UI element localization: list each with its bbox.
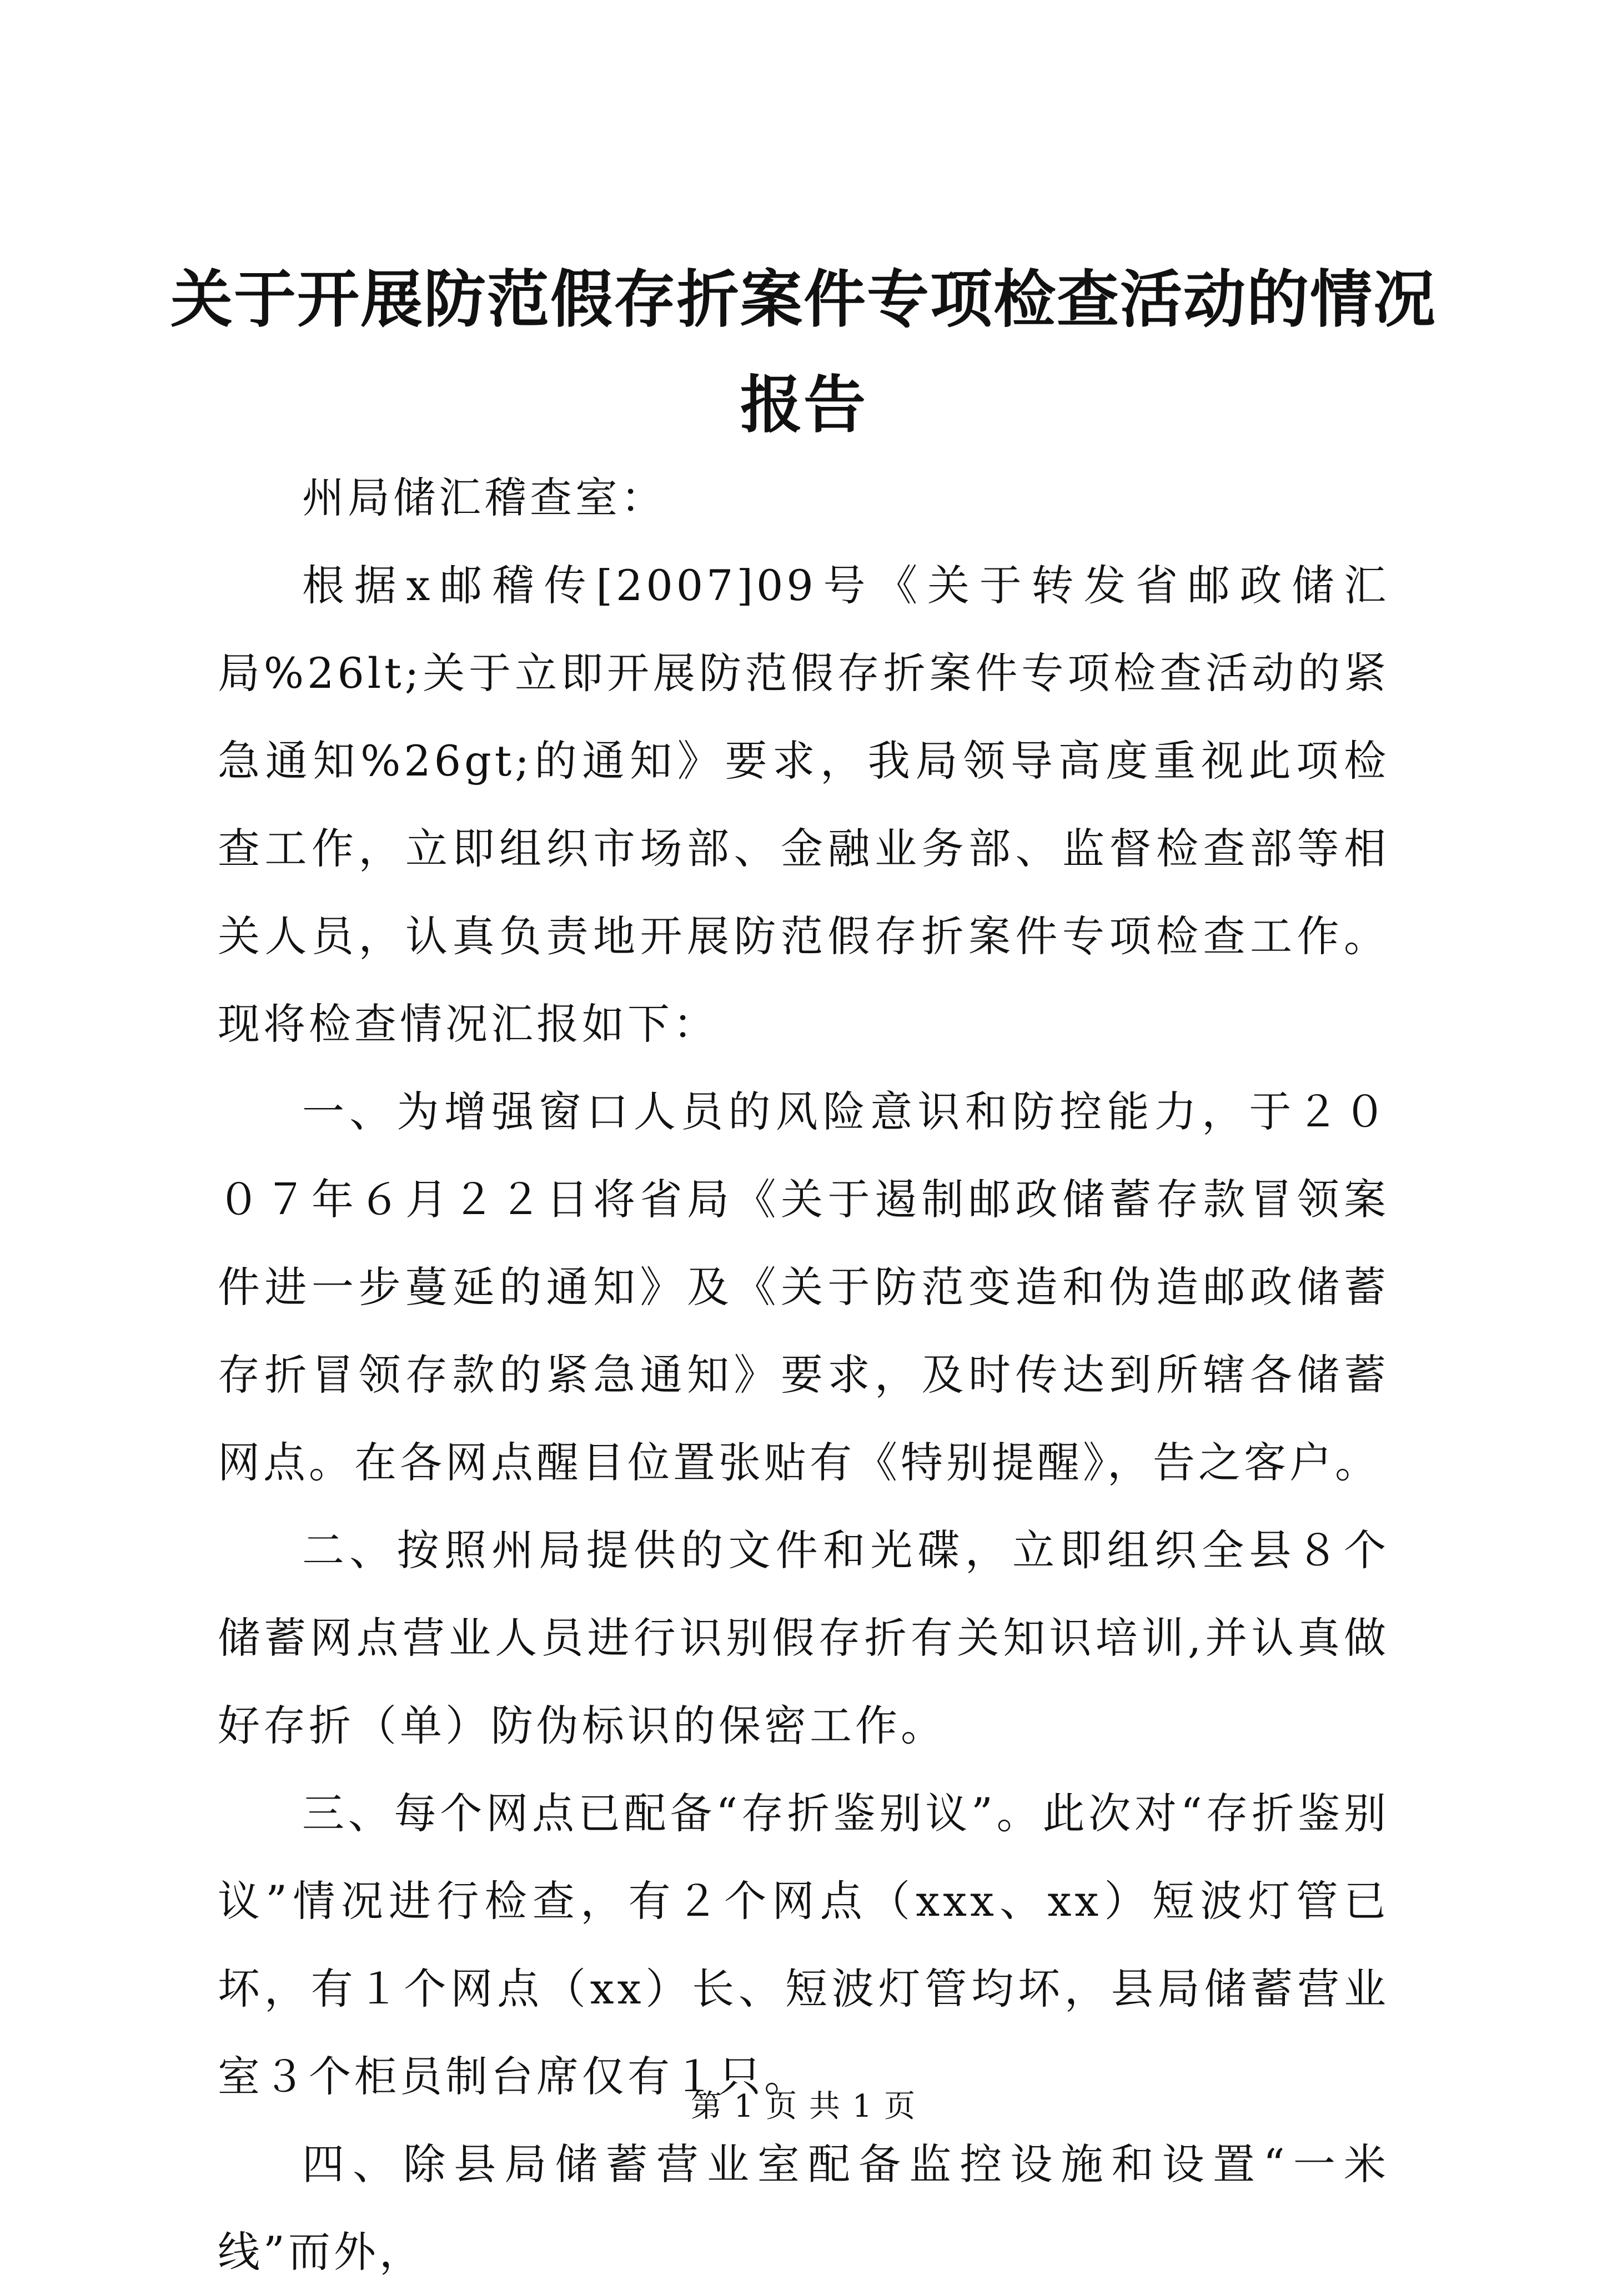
title-line-1: 关于开展防范假存折案件专项检查活动的情况 (170, 263, 1437, 336)
paragraph-item-2: 二、按照州局提供的文件和光碟，立即组织全县８个储蓄网点营业人员进行识别假存折有关知识培训,并认真做好存折（单）防伪标识的保密工作。 (218, 1525, 1389, 1750)
paragraph-item-3: 三、每个网点已配备“存折鉴别议”。此次对“存折鉴别议”情况进行检查，有２个网点（xxx、xx）短波灯管已坏，有１个网点（xx）长、短波灯管均坏，县局储蓄营业室３个柜员制台席仅有１只。 (218, 1789, 1389, 2101)
title-line-2: 报告 (740, 369, 867, 441)
page-footer: 第 1 页 共 1 页 (690, 2088, 917, 2124)
paragraph-item-1: 一、为增强窗口人员的风险意识和防控能力，于２００７年６月２２日将省局《关于遏制邮政储蓄存款冒领案件进一步蔓延的通知》及《关于防范变造和伪造邮政储蓄存折冒领存款的紧急通知》要求，及时传达到所辖各储蓄网点。在各网点醒目位置张贴有《特别提醒》，告之客户。 (218, 1087, 1389, 1487)
document-title (167, 247, 1440, 458)
document-body (218, 454, 1389, 2296)
paragraph-intro: 根据x邮稽传[2007]09号《关于转发省邮政储汇局%26lt;关于立即开展防范假存折案件专项检查活动的紧急通知%26gt;的通知》要求，我局领导高度重视此项检查工作，立即组织市场部、金融业务部、监督检查部等相关人员，认真负责地开展防范假存折案件专项检查工作。现将检查情况汇报如下： (218, 561, 1389, 1049)
salutation: 州局储汇稽查室： (302, 473, 666, 522)
paragraph-item-4: 四、除县局储蓄营业室配备监控设施和设置“一米线”而外， (218, 2139, 1389, 2277)
